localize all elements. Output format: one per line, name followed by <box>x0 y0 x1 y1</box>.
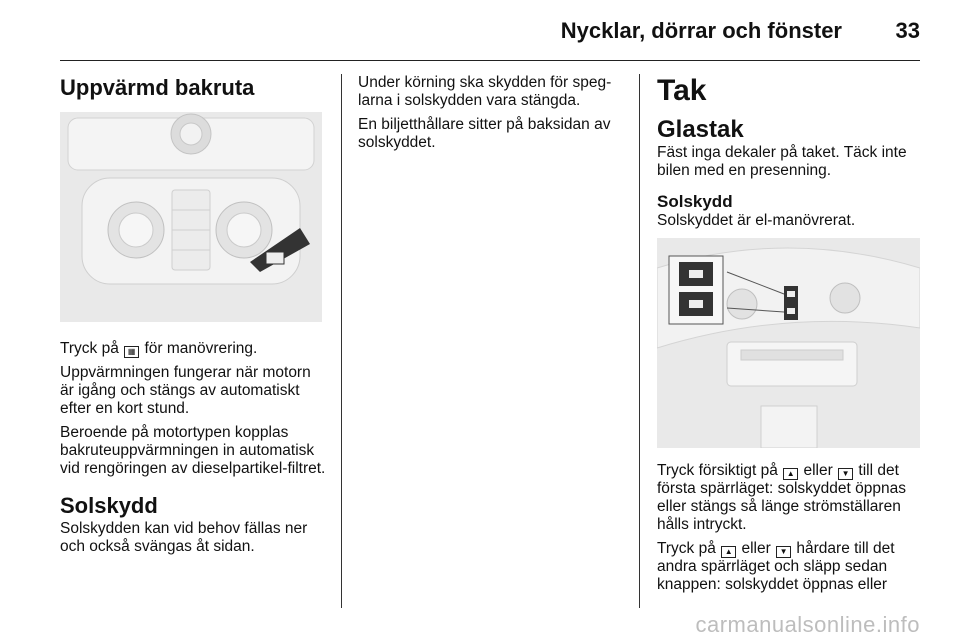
open-sunblind-icon: ▲ <box>783 468 798 480</box>
section-heading-sun-visor: Solskydd <box>60 493 158 518</box>
paragraph-heating-info: Uppvärmningen fungerar när motorn är igång och stängs av automatiskt efter en kort stund. <box>60 364 311 417</box>
column-2 <box>358 74 630 158</box>
paragraph-ticket-holder: En biljetthållare sitter på baksidan av solskyddet. <box>358 116 611 151</box>
roof-console-illustration <box>657 238 920 448</box>
column-1 <box>60 74 326 562</box>
section-heading-heated-rear-window: Uppvärmd bakruta <box>60 75 255 100</box>
paragraph-diesel-filter: Beroende på motortypen kopplas bakruteuppvärmningen in automatisk vid rengöringen av dieselpartikel-filtret. <box>60 424 326 477</box>
paragraph-press-button: Tryck på ▦ för manövrering. <box>60 340 258 357</box>
header-title: Nycklar, dörrar och fönster <box>560 18 842 43</box>
subheading-sunblind: Solskydd <box>657 192 733 211</box>
paragraph-first-detent: Tryck försiktigt på ▲ eller ▼ till det första spärrläget: solskyddet öppnas eller stängs så länge strömställaren hålls intryckt. <box>657 462 906 533</box>
watermark: carmanualsonline.info <box>695 612 920 637</box>
column-divider-2 <box>639 74 640 608</box>
close-sunblind-icon: ▼ <box>776 546 791 558</box>
close-sunblind-icon: ▼ <box>838 468 853 480</box>
paragraph-mirror-covers: Under körning ska skydden för speg-larna i solskydden vara stängda. <box>358 74 612 109</box>
rear-window-heater-icon: ▦ <box>124 346 139 358</box>
paragraph-second-detent: Tryck på ▲ eller ▼ hårdare till det andra spärrläget och släpp sedan knappen: solskyddet öppnas eller <box>657 540 895 593</box>
page-number: 33 <box>895 18 920 43</box>
column-3 <box>657 74 923 600</box>
roof-console-figure <box>657 238 920 448</box>
dashboard-figure <box>60 112 322 322</box>
subheading-glass-roof: Glastak <box>657 116 744 143</box>
paragraph-sun-visor: Solskydden kan vid behov fällas ner och också svängas åt sidan. <box>60 520 308 555</box>
column-divider-1 <box>341 74 342 608</box>
paragraph-sunblind-electric: Solskyddet är el-manövrerat. <box>657 212 856 229</box>
section-heading-roof: Tak <box>657 74 707 107</box>
header-rule <box>60 60 920 61</box>
dashboard-controls-illustration <box>60 112 322 322</box>
open-sunblind-icon: ▲ <box>721 546 736 558</box>
paragraph-glass-roof: Fäst inga dekaler på taket. Täck inte bilen med en presenning. <box>657 144 907 179</box>
